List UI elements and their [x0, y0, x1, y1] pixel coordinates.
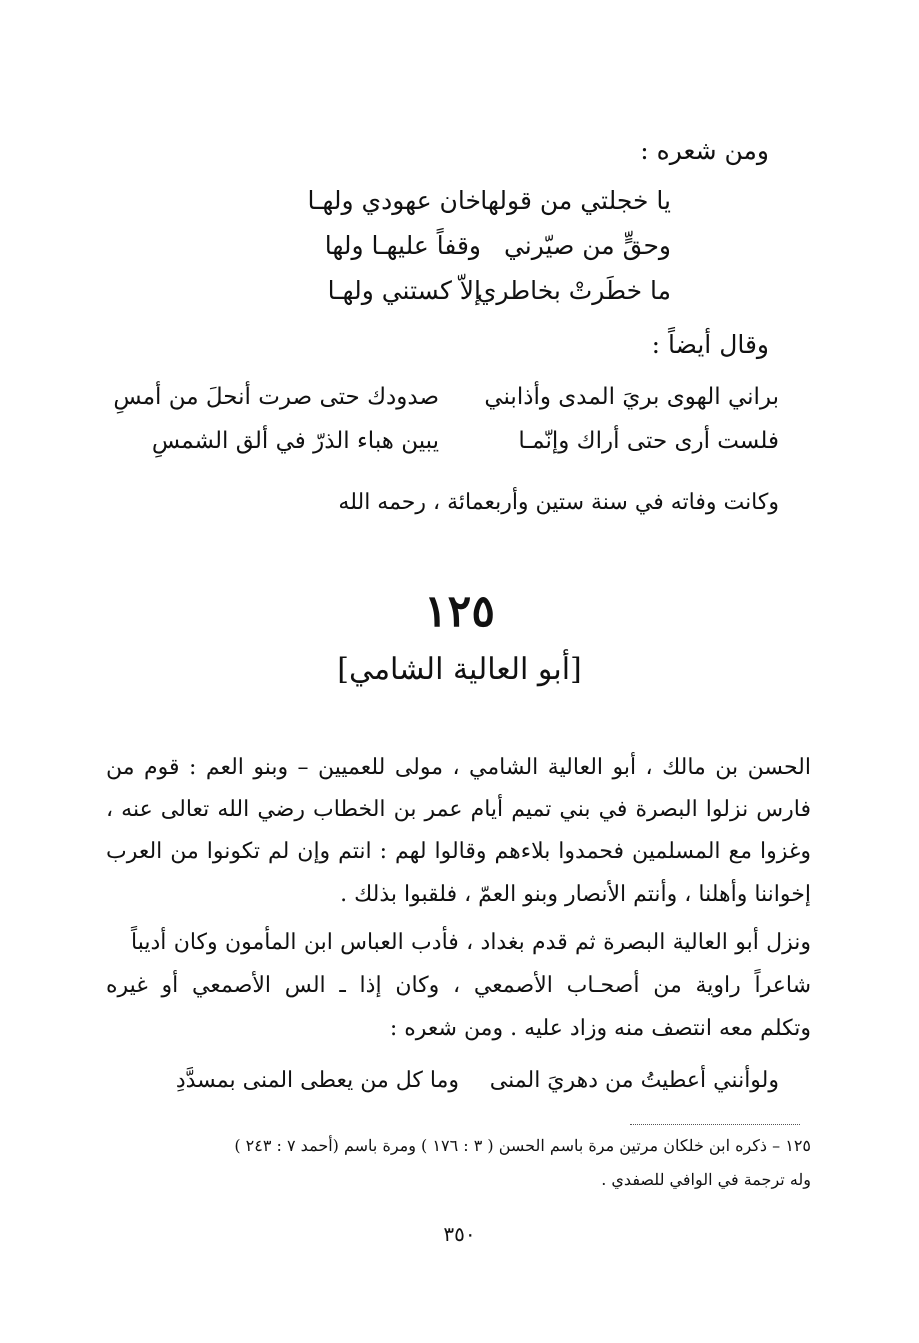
body-text-line: الحسن بن مالك ، أبو العالية الشامي ، مولى للعميين – وبنو العم : قوم من: [106, 755, 811, 780]
body-text-line: إخواننا وأهلنا ، وأنتم الأنصار وبنو العمّ ، فلقبوا بذلك .: [340, 882, 811, 907]
verse-hemistich: فلست أرى حتى أراك وإنّمـا: [518, 428, 779, 454]
verse-hemistich: إلاّ كستني ولهـا: [327, 276, 481, 305]
verse-line: [281, 231, 671, 260]
footnote-line: ١٢٥ – ذكره ابن خلكان مرتين مرة باسم الحسن ( ٣ : ١٧٦ ) ومرة باسم (أحمد ٧ : ٢٤٣ ): [234, 1136, 811, 1155]
poem-intro: وقال أيضاً :: [651, 330, 769, 359]
entry-number: ١٢٥: [424, 586, 495, 637]
verse-line: [159, 1068, 779, 1093]
verse-hemistich: ما خطَرتْ بخاطري: [476, 276, 671, 305]
verse-hemistich: ولوأنني أعطيتُ من دهريَ المنى: [489, 1068, 779, 1093]
verse-line: [281, 186, 671, 215]
entry-title: [أبو العالية الشامي]: [337, 652, 582, 687]
verse-hemistich: وما كل من يعطى المنى بمسدَّدِ: [175, 1068, 459, 1093]
verse-hemistich: براني الهوى بريَ المدى وأذابني: [484, 384, 779, 410]
verse-line: [113, 384, 779, 410]
poem-intro: ومن شعره :: [640, 136, 769, 165]
body-text-line: وغزوا مع المسلمين فحمدوا بلاءهم وقالوا لهم : انتم وإن لم تكونوا من العرب: [106, 839, 811, 864]
footnote-line: وله ترجمة في الوافي للصفدي .: [601, 1170, 811, 1189]
verse-hemistich: وقفاً عليهـا ولها: [324, 231, 481, 260]
footnote-divider: [630, 1124, 800, 1125]
closing-sentence: وكانت وفاته في سنة ستين وأربعمائة ، رحمه الله: [338, 490, 779, 515]
body-text-line: وتكلم معه انتصف منه وزاد عليه . ومن شعره :: [389, 1016, 811, 1041]
verse-hemistich: يا خجلتي من قولها: [480, 186, 671, 215]
verse-hemistich: صدودك حتى صرت أنحلَ من أمسِ: [113, 384, 439, 410]
verse-hemistich: يبين هباء الذرّ في ألق الشمسِ: [151, 428, 439, 454]
verse-hemistich: خان عهودي ولهـا: [307, 186, 481, 215]
body-text-line: شاعراً راوية من أصحـاب الأصمعي ، وكان إذا ـ الس الأصمعي أو غيره: [106, 973, 811, 998]
body-text-line: ونزل أبو العالية البصرة ثم قدم بغداد ، فأدب العباس ابن المأمون وكان أديباً: [131, 930, 811, 955]
verse-line: [281, 276, 671, 305]
verse-line: [139, 428, 779, 454]
verse-hemistich: وحقٍّ من صيّرني: [503, 231, 671, 260]
body-text-line: فارس نزلوا البصرة في بني تميم أيام عمر بن الخطاب رضي الله تعالى عنه ،: [106, 797, 811, 822]
page-number: ٣٥٠: [443, 1222, 476, 1246]
